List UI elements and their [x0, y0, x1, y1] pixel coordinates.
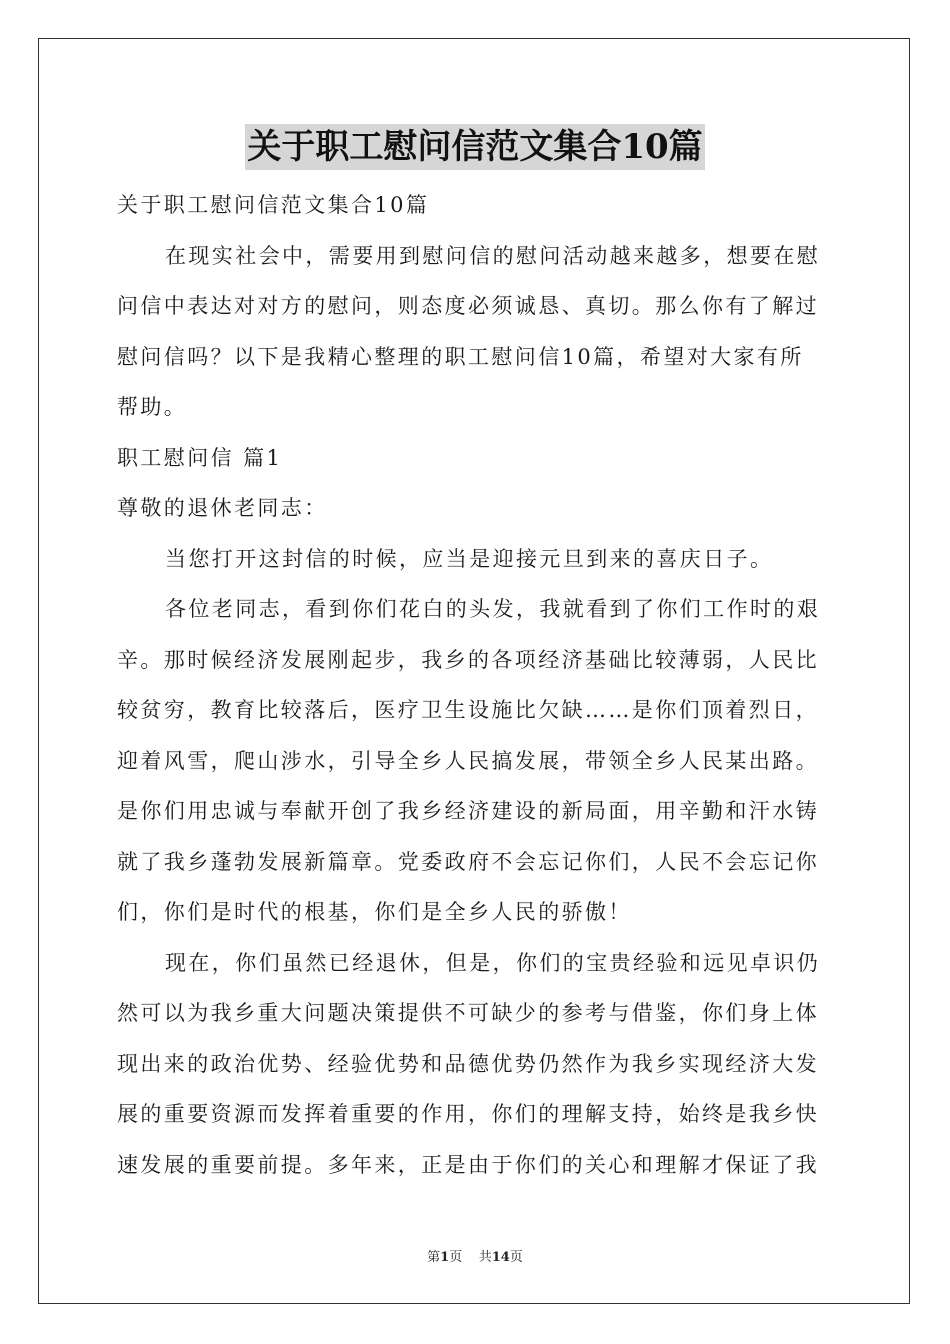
text-line: 帮助。 [117, 395, 188, 419]
text-line: 辛。那时候经济发展刚起步，我乡的各项经济基础比较薄弱，人民比 [117, 647, 819, 672]
text-line: 速发展的重要前提。多年来，正是由于你们的关心和理解才保证了我 [117, 1152, 819, 1177]
text-line: 是你们用忠诚与奉献开创了我乡经济建设的新局面，用辛勤和汗水铸 [117, 799, 819, 823]
document-body [117, 180, 833, 1190]
text-line: 们，你们是时代的根基，你们是全乡人民的骄傲！ [117, 900, 632, 924]
page-suffix: 页 [449, 1250, 463, 1265]
total-prefix: 共 [478, 1250, 492, 1265]
text-line: 迎着风雪，爬山涉水，引导全乡人民搞发展，带领全乡人民某出路。 [117, 748, 819, 773]
page-prefix: 第 [427, 1250, 441, 1265]
text-line: 关于职工慰问信范文集合10篇 [117, 193, 430, 217]
text-line: 现在，你们虽然已经退休，但是，你们的宝贵经验和远见卓识仍 [165, 950, 821, 975]
text-line: 然可以为我乡重大问题决策提供不可缺少的参考与借鉴，你们身上体 [117, 1001, 819, 1025]
text-line: 问信中表达对对方的慰问，则态度必须诚恳、真切。那么你有了解过 [117, 294, 819, 318]
text-line: 职工慰问信 篇1 [117, 445, 283, 470]
page-footer [0, 1246, 950, 1265]
text-line: 较贫穷，教育比较落后，医疗卫生设施比欠缺……是你们顶着烈日， [117, 698, 819, 722]
title-container [0, 124, 950, 170]
text-line: 现出来的政治优势、经验优势和品德优势仍然作为我乡实现经济大发 [117, 1051, 819, 1076]
text-line: 尊敬的退休老同志： [117, 496, 328, 520]
text-line: 慰问信吗？以下是我精心整理的职工慰问信10篇，希望对大家有所 [117, 344, 804, 369]
text-line: 当您打开这封信的时候，应当是迎接元旦到来的喜庆日子。 [165, 546, 774, 571]
text-line: 就了我乡蓬勃发展新篇章。党委政府不会忘记你们，人民不会忘记你 [117, 849, 819, 874]
total-suffix: 页 [509, 1250, 523, 1265]
text-line: 展的重要资源而发挥着重要的作用，你们的理解支持，始终是我乡快 [117, 1102, 819, 1126]
text-line: 在现实社会中，需要用到慰问信的慰问活动越来越多，想要在慰 [165, 243, 821, 268]
document-title: 关于职工慰问信范文集合10篇 [245, 124, 704, 170]
page-number: 1 [440, 1250, 450, 1265]
total-pages: 14 [491, 1250, 510, 1265]
text-line: 各位老同志，看到你们花白的头发，我就看到了你们工作时的艰 [165, 597, 821, 621]
